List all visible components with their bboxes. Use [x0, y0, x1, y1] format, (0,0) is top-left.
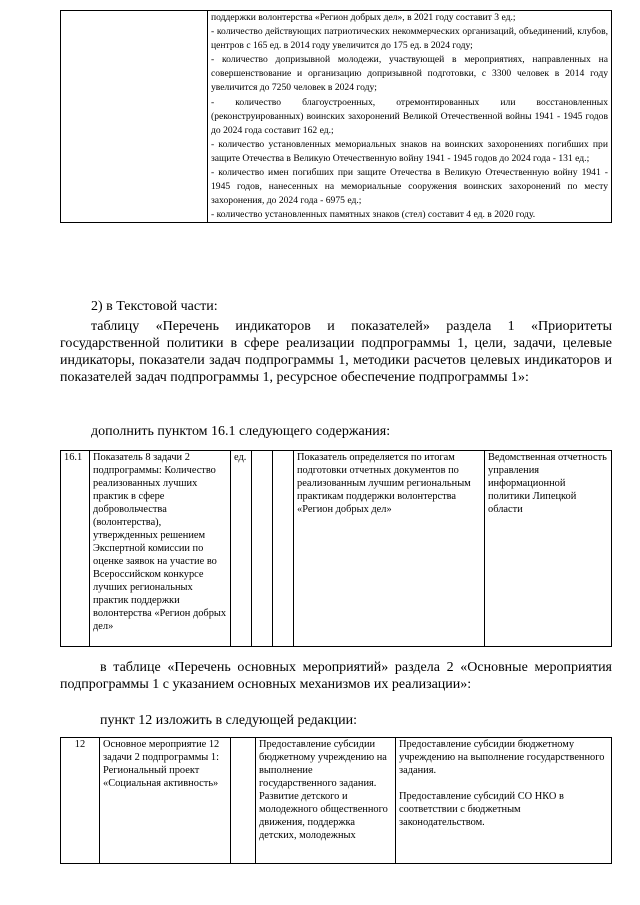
row-number: 16.1	[61, 451, 90, 647]
indicator-unit: ед.	[231, 451, 252, 647]
activity-mechanism: Предоставление субсидии бюджетному учреждению на выполнение государственного задания. Развитие детского и молодежного общественного движения, поддержка детских, молодежных	[256, 738, 396, 864]
point12-paragraph: пункт 12 изложить в следующей редакции:	[100, 713, 357, 728]
indicator-line: - количество имен погибших при защите Отечества в Великую Отечественную войну 1941 - 1945 годов, нанесенных на мемориальные сооружения воинских захоронений по месту захоронения, до 2024 года - 6975 ед.;	[211, 167, 608, 207]
item-2-heading: 2) в Текстовой части:	[91, 299, 218, 314]
activity-form-line: Предоставление субсидии бюджетному учреждению на выполнение государственного задания.	[399, 739, 605, 776]
table-cell-empty	[231, 738, 256, 864]
table-cell-empty	[252, 451, 273, 647]
activity-row-table	[60, 737, 612, 864]
indicator-method: Показатель определяется по итогам подготовки отчетных документов по реализованным лучшим региональным практикам поддержки волонтерства «Регион добрых дел»	[294, 451, 485, 647]
continuation-table	[60, 10, 612, 223]
intro-paragraph: таблицу «Перечень индикаторов и показателей» раздела 1 «Приоритеты государственной политики в сфере реализации подпрограммы 1, цели, задачи, целевые индикаторы, показатели задач подпрограммы 1, методики расчетов целевых индикаторов и показателей задач подпрограммы 1, ресурсное обеспечение подпрограммы 1»:	[60, 319, 612, 385]
table-cell-empty	[273, 451, 294, 647]
indicator-source: Ведомственная отчетность управления информационной политики Липецкой области	[485, 451, 612, 647]
indicator-name: Показатель 8 задачи 2 подпрограммы: Количество реализованных лучших практик в сфере добровольчества (волонтерства), утвержденных решением Экспертной комиссии по оценке заявок на участие во Всероссийском конкурсе лучших региональных практик поддержки волонтерства «Регион добрых дел»	[90, 451, 231, 647]
indicator-line: - количество допризывной молодежи, участвующей в мероприятиях, направленных на совершенствование и организацию допризывной подготовки, с 3300 человек в 2014 году увеличится до 7250 человек в 2024 году;	[211, 54, 608, 94]
table-row	[61, 11, 612, 223]
indicator-line: - количество благоустроенных, отремонтированных или восстановленных (реконструированных) воинских захоронений Великой Отечественной войны 1941 - 1945 годов до 2024 года составит 162 ед.;	[211, 96, 608, 136]
activity-name: Основное мероприятие 12 задачи 2 подпрограммы 1: Региональный проект «Социальная активность»	[100, 738, 231, 864]
indicator-line: - количество действующих патриотических некоммерческих организаций, объединений, клубов, центров с 165 ед. в 2014 году увеличится до 175 ед. в 2024 году;	[211, 26, 608, 52]
indicator-line: - количество установленных мемориальных знаков на воинских захоронениях погибших при защите Отечества в Великую Отечественную войну 1941 - 1945 годов до 2024 года - 131 ед.;	[211, 138, 608, 164]
indicator-row-table	[60, 450, 612, 647]
table2-intro-paragraph: в таблице «Перечень основных мероприятий» раздела 2 «Основные мероприятия подпрограммы 1 с указанием основных механизмов их реализации»:	[60, 660, 612, 692]
table-row	[61, 451, 612, 647]
activity-form	[396, 738, 612, 864]
indicator-line: поддержки волонтерства «Регион добрых дел», в 2021 году составит 3 ед.;	[211, 12, 516, 23]
table-row	[61, 738, 612, 864]
table-cell-empty	[61, 11, 208, 223]
indicator-line: - количество установленных памятных знаков (стел) составит 4 ед. в 2020 году.	[211, 209, 536, 221]
indicators-cell	[208, 11, 612, 223]
supplement-paragraph: дополнить пунктом 16.1 следующего содержания:	[91, 424, 391, 439]
activity-form-line: Предоставление субсидий СО НКО в соответствии с бюджетным законодательством.	[399, 791, 564, 828]
spacer	[399, 777, 608, 790]
row-number: 12	[61, 738, 100, 864]
